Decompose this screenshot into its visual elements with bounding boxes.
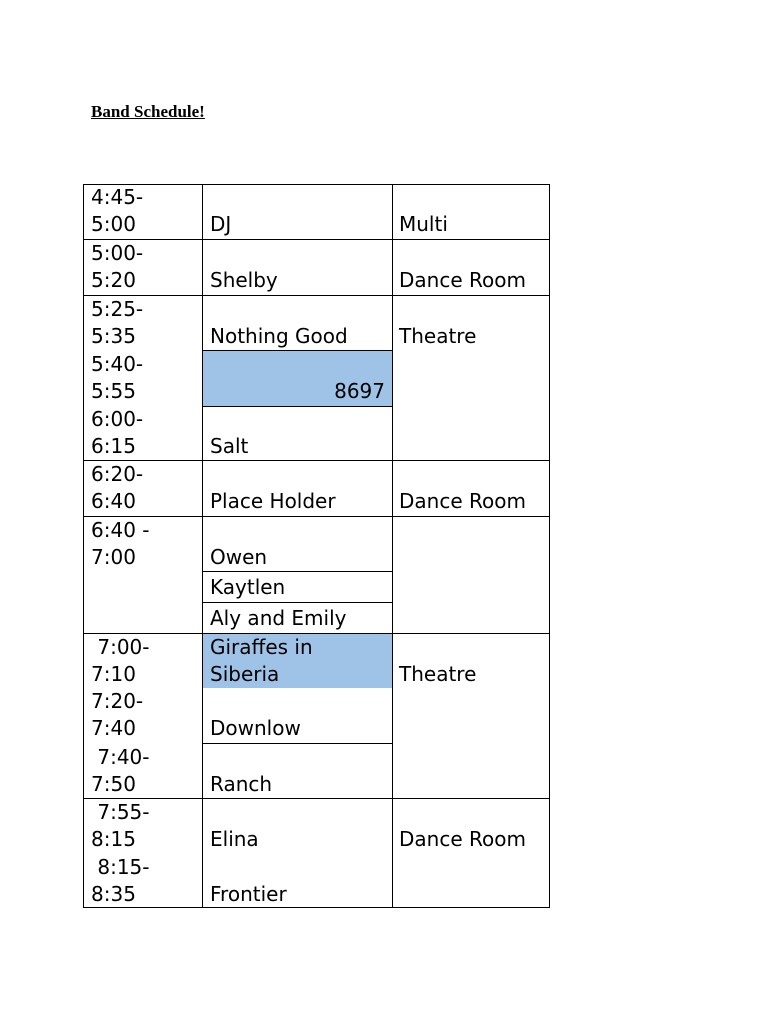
location-cell: Dance Room bbox=[399, 489, 526, 513]
location-cell: Theatre bbox=[399, 662, 477, 686]
location-cell: Dance Room bbox=[399, 268, 526, 292]
band-cell: Frontier bbox=[210, 882, 287, 906]
location-cell: Multi bbox=[399, 212, 448, 236]
time-cell: 6:00- 6:15 bbox=[91, 407, 144, 458]
band-cell-divider bbox=[203, 350, 392, 351]
time-cell: 6:40 - 7:00 bbox=[91, 518, 150, 569]
column-divider bbox=[392, 184, 393, 908]
row-divider bbox=[83, 295, 550, 296]
band-cell: Shelby bbox=[210, 268, 278, 292]
time-cell: 6:20- 6:40 bbox=[91, 462, 144, 513]
time-cell: 5:00- 5:20 bbox=[91, 241, 144, 292]
row-divider bbox=[83, 239, 550, 240]
band-cell: Place Holder bbox=[210, 489, 336, 513]
band-cell: Salt bbox=[210, 434, 249, 458]
band-cell-divider bbox=[203, 743, 392, 744]
time-cell: 5:40- 5:55 bbox=[91, 352, 144, 403]
band-cell: Owen bbox=[210, 545, 268, 569]
band-cell: Elina bbox=[210, 827, 259, 851]
band-cell: Downlow bbox=[210, 716, 301, 740]
band-cell-divider bbox=[203, 571, 392, 572]
band-cell: DJ bbox=[210, 212, 232, 236]
table-border-left bbox=[83, 184, 84, 908]
table-border-top bbox=[83, 184, 550, 185]
row-divider bbox=[83, 633, 550, 634]
row-divider bbox=[83, 516, 550, 517]
time-cell: 8:15- 8:35 bbox=[91, 855, 150, 906]
band-cell: Aly and Emily bbox=[210, 606, 347, 630]
table-border-bottom bbox=[83, 907, 550, 908]
time-cell: 7:55- 8:15 bbox=[91, 800, 150, 851]
location-cell: Dance Room bbox=[399, 827, 526, 851]
time-cell: 7:40- 7:50 bbox=[91, 745, 150, 796]
time-cell: 7:00- 7:10 bbox=[91, 635, 150, 686]
row-divider bbox=[83, 798, 550, 799]
page-title: Band Schedule! bbox=[91, 102, 205, 121]
time-cell: 7:20- 7:40 bbox=[91, 689, 144, 740]
band-cell: Nothing Good bbox=[210, 324, 348, 348]
row-divider bbox=[83, 460, 550, 461]
band-cell: 8697 bbox=[334, 379, 385, 403]
band-cell: Ranch bbox=[210, 772, 273, 796]
band-cell-divider bbox=[203, 406, 392, 407]
time-cell: 5:25- 5:35 bbox=[91, 297, 144, 348]
table-border-right bbox=[549, 184, 550, 908]
band-cell-divider bbox=[203, 602, 392, 603]
column-divider bbox=[202, 184, 203, 908]
band-cell: Giraffes in Siberia bbox=[210, 635, 313, 686]
time-cell: 4:45- 5:00 bbox=[91, 185, 144, 236]
location-cell: Theatre bbox=[399, 324, 477, 348]
band-cell: Kaytlen bbox=[210, 575, 286, 599]
